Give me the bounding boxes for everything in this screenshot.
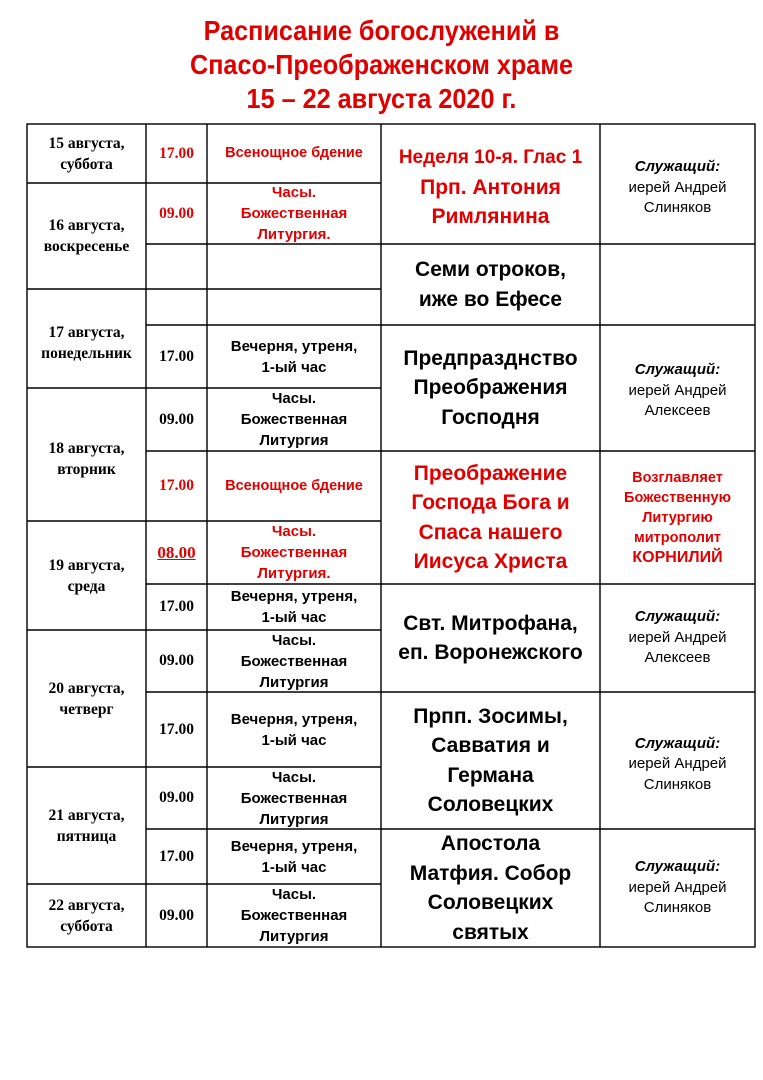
feast-line: святых: [452, 920, 529, 944]
date-day: 15 августа,: [48, 134, 125, 152]
service-time: 17.00: [159, 144, 194, 162]
service-line: 1-ый час: [261, 609, 327, 626]
date-weekday: четверг: [59, 700, 114, 718]
service-line: Вечерня, утреня,: [230, 588, 358, 605]
date-day: 21 августа,: [48, 806, 125, 824]
clergy-label: Служащий:: [634, 361, 721, 379]
clergy-cell: [600, 124, 755, 244]
feast-of-day: [381, 451, 600, 584]
service-line: 1-ый час: [261, 858, 327, 876]
feast-line: Свт. Митрофана,: [403, 611, 578, 635]
service-line: Часы.: [271, 184, 317, 201]
clergy-line: митрополит: [634, 529, 721, 546]
clergy-line: Возглавляет: [632, 469, 723, 486]
service-line: Часы.: [271, 631, 317, 649]
service-name: [207, 521, 381, 584]
page-title: [0, 14, 763, 116]
date-weekday: пятница: [56, 827, 117, 845]
service-line: Литургия.: [257, 565, 331, 582]
service-line: Литургия.: [257, 226, 331, 243]
service-time: 09.00: [159, 204, 194, 222]
date-weekday: вторник: [57, 460, 116, 478]
feast-line: Неделя 10-я. Глас 1: [398, 147, 583, 168]
date-weekday: понедельник: [41, 344, 132, 362]
date-weekday: суббота: [60, 155, 113, 173]
date-cell: [27, 884, 146, 947]
date-day: 17 августа,: [48, 323, 125, 341]
clergy-line: Слиняков: [643, 199, 712, 217]
service-name: [207, 388, 381, 451]
clergy-line: Литургию: [642, 509, 713, 526]
service-time: 08.00: [157, 542, 196, 562]
service-time: 09.00: [159, 652, 194, 669]
service-line: Всенощное бдение: [225, 477, 363, 494]
feast-line: Апостола: [440, 832, 541, 855]
date-cell: [27, 124, 146, 183]
clergy-line: иерей Андрей: [628, 178, 727, 196]
service-name: [207, 884, 381, 947]
feast-line: Соловецких: [427, 891, 554, 914]
feast-line: Преображение: [413, 461, 568, 485]
service-name: [207, 767, 381, 829]
clergy-cell: [600, 584, 755, 692]
clergy-line: иерей Андрей: [628, 755, 727, 773]
feast-of-day: [381, 325, 600, 451]
feast-line: Римлянина: [431, 205, 550, 228]
date-cell: [27, 289, 146, 388]
service-line: Божественная: [240, 907, 348, 924]
clergy-label: Служащий:: [634, 158, 721, 176]
feast-line: Спаса нашего: [418, 520, 563, 544]
feast-of-day: [381, 584, 600, 692]
service-line: Божественная: [240, 789, 348, 807]
service-line: Всенощное бдение: [225, 145, 363, 161]
service-time: 17.00: [159, 847, 194, 865]
clergy-line: Слиняков: [643, 899, 712, 917]
feast-of-day: [381, 829, 600, 947]
title-line-2: Спасо-Преображенском храме: [190, 49, 573, 80]
title-line-1: Расписание богослужений в: [203, 15, 560, 46]
feast-of-day: [381, 244, 600, 325]
feast-line: Прп. Антония: [420, 175, 561, 199]
service-line: Божественная: [240, 205, 348, 222]
date-day: 16 августа,: [48, 217, 125, 234]
clergy-cell: [600, 451, 755, 584]
date-day: 20 августа,: [48, 679, 125, 697]
service-name: [207, 692, 381, 767]
clergy-line: Божественную: [624, 489, 731, 506]
clergy-cell: [600, 692, 755, 829]
service-line: Вечерня, утреня,: [230, 337, 358, 355]
service-name: [207, 325, 381, 388]
service-time: 09.00: [159, 410, 194, 428]
service-time: 09.00: [159, 906, 194, 924]
date-weekday: среда: [67, 577, 106, 595]
service-line: Вечерня, утреня,: [230, 710, 358, 728]
feast-line: Господня: [441, 405, 540, 429]
service-line: Литургия: [259, 432, 329, 449]
service-line: Божественная: [240, 652, 348, 670]
feast-of-day: [381, 124, 600, 244]
feast-line: Матфия. Собор: [409, 861, 572, 885]
clergy-line: Алексеев: [644, 402, 711, 420]
service-line: 1-ый час: [261, 358, 327, 376]
feast-line: Прпп. Зосимы,: [413, 704, 568, 728]
clergy-line: Алексеев: [644, 649, 711, 667]
feast-line: еп. Воронежского: [398, 641, 583, 664]
feast-line: Савватия и: [431, 734, 550, 757]
date-cell: [27, 521, 146, 630]
clergy-line: иерей Андрей: [628, 381, 727, 399]
feast-line: Семи отроков,: [415, 258, 566, 281]
service-line: Часы.: [271, 390, 317, 407]
feast-line: Господа Бога и: [411, 491, 570, 514]
service-line: Литургия: [259, 810, 329, 828]
date-day: 22 августа,: [48, 896, 125, 914]
clergy-line: иерей Андрей: [628, 878, 727, 896]
title-line-3: 15 – 22 августа 2020 г.: [246, 83, 517, 114]
clergy-label: Служащий:: [634, 858, 721, 876]
service-line: Часы.: [271, 886, 317, 903]
feast-line: Преображения: [413, 376, 568, 400]
service-time: 17.00: [159, 720, 194, 738]
clergy-cell: [600, 325, 755, 451]
feast-line: Соловецких: [427, 793, 554, 816]
feast-of-day: [381, 692, 600, 829]
service-line: Божественная: [240, 411, 348, 428]
date-cell: [27, 388, 146, 521]
clergy-line: Слиняков: [643, 775, 712, 793]
date-weekday: суббота: [60, 917, 113, 935]
service-time: 17.00: [159, 347, 194, 365]
service-name: [207, 829, 381, 884]
clergy-line: КОРНИЛИЙ: [632, 548, 723, 566]
service-line: Литургия: [259, 673, 329, 691]
date-cell: [27, 183, 146, 289]
date-cell: [27, 767, 146, 884]
service-line: Литургия: [259, 928, 329, 945]
feast-line: Германа: [447, 763, 534, 787]
date-cell: [27, 630, 146, 767]
clergy-line: иерей Андрей: [628, 628, 727, 646]
service-name: [207, 183, 381, 244]
feast-line: Предпразднство: [403, 346, 578, 370]
service-time: 17.00: [159, 477, 194, 494]
clergy-label: Служащий:: [634, 608, 721, 626]
date-day: 19 августа,: [48, 556, 125, 574]
clergy-cell: [600, 829, 755, 947]
service-line: Божественная: [240, 544, 348, 561]
service-name: [207, 630, 381, 692]
date-weekday: воскресенье: [43, 238, 130, 255]
service-line: 1-ый час: [261, 731, 327, 749]
service-name: [207, 584, 381, 630]
feast-line: иже во Ефесе: [418, 287, 563, 311]
service-line: Часы.: [271, 523, 317, 540]
clergy-label: Служащий:: [634, 734, 721, 752]
service-line: Вечерня, утреня,: [230, 837, 358, 855]
service-time: 09.00: [159, 789, 194, 806]
service-line: Часы.: [271, 768, 317, 786]
date-day: 18 августа,: [48, 439, 125, 457]
service-name: [207, 451, 381, 521]
service-name: [207, 124, 381, 183]
feast-line: Иисуса Христа: [413, 550, 568, 573]
service-time: 17.00: [159, 598, 194, 615]
